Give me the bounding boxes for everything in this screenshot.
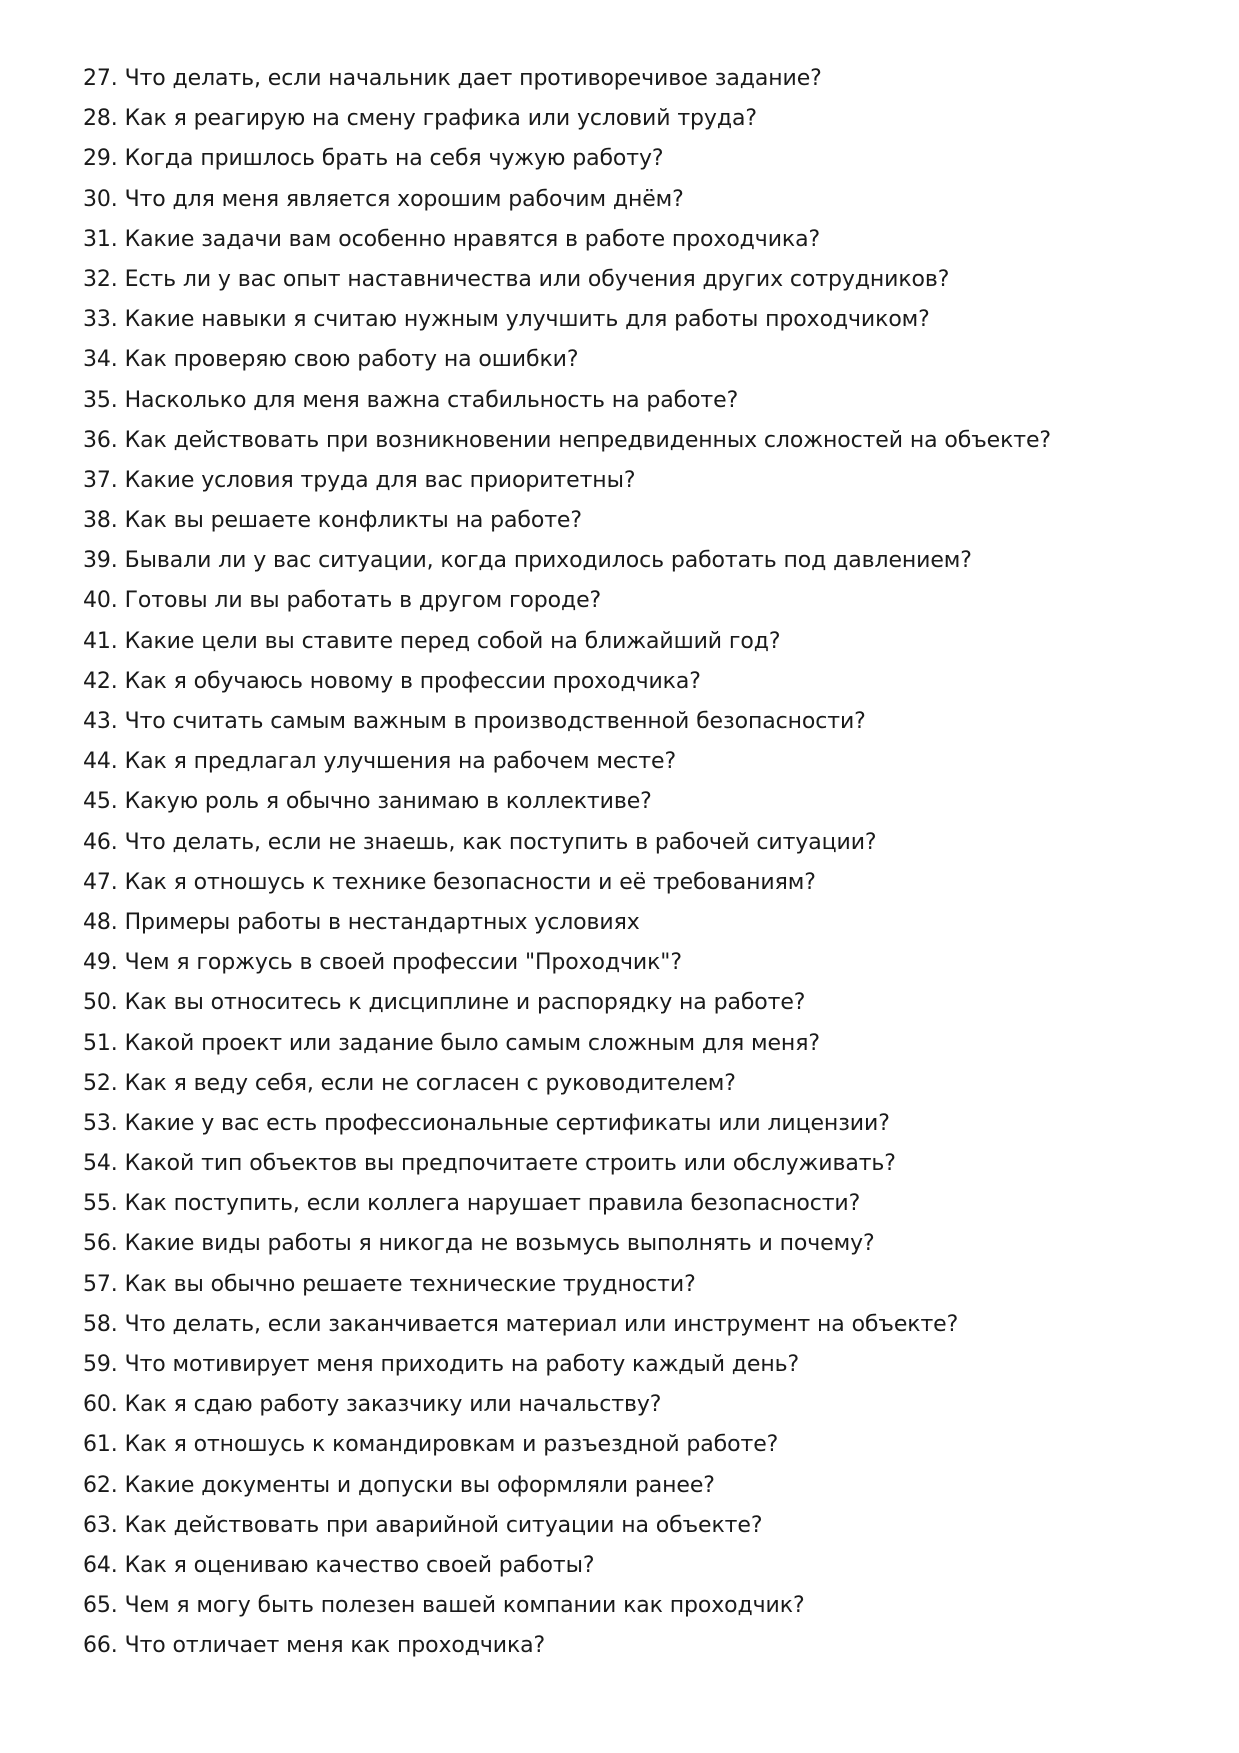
question-text: Как я обучаюсь новому в профессии проходчика? — [124, 668, 701, 694]
question-item — [83, 1024, 1183, 1064]
question-item — [83, 1506, 1183, 1546]
question-number: 65. — [83, 1593, 118, 1619]
question-item — [83, 1144, 1183, 1184]
question-number: 29. — [83, 146, 118, 172]
question-item — [83, 340, 1183, 380]
question-number: 30. — [83, 186, 118, 212]
question-text: Примеры работы в нестандартных условиях — [124, 909, 640, 935]
question-text: Что считать самым важным в производственной безопасности? — [124, 709, 866, 734]
question-text: Что делать, если начальник дает противоречивое задание? — [124, 66, 822, 91]
question-item — [83, 541, 1183, 581]
question-text: Что делать, если заканчивается материал или инструмент на объекте? — [124, 1311, 959, 1337]
question-item — [83, 1184, 1183, 1224]
question-text: Когда пришлось брать на себя чужую работу? — [124, 146, 664, 172]
question-text: Готовы ли вы работать в другом городе? — [124, 588, 602, 614]
question-item — [83, 622, 1183, 662]
question-number: 41. — [83, 628, 118, 654]
question-number: 49. — [83, 950, 118, 976]
question-number: 48. — [83, 909, 118, 935]
question-item — [83, 1064, 1183, 1104]
question-item — [83, 742, 1183, 782]
question-number: 64. — [83, 1552, 118, 1578]
question-text: Что мотивирует меня приходить на работу каждый день? — [124, 1352, 800, 1377]
question-number: 61. — [83, 1432, 118, 1458]
question-number: 37. — [83, 467, 118, 493]
question-number: 34. — [83, 347, 118, 373]
question-item — [83, 903, 1183, 943]
question-item — [83, 1385, 1183, 1425]
question-item — [83, 1546, 1183, 1586]
question-number: 36. — [83, 427, 118, 453]
question-item — [83, 702, 1183, 742]
question-number: 43. — [83, 709, 118, 734]
question-item — [83, 260, 1183, 300]
question-number: 57. — [83, 1271, 118, 1297]
question-number: 55. — [83, 1191, 118, 1217]
question-number: 39. — [83, 548, 118, 574]
question-item — [83, 1626, 1183, 1666]
question-number: 58. — [83, 1311, 118, 1337]
question-number: 52. — [83, 1070, 118, 1096]
question-number: 40. — [83, 588, 118, 614]
question-item — [83, 59, 1183, 99]
question-number: 63. — [83, 1512, 118, 1538]
question-text: Как я отношусь к командировкам и разъездной работе? — [124, 1432, 779, 1458]
question-number: 27. — [83, 66, 118, 91]
question-text: Чем я горжусь в своей профессии "Проходчик"? — [124, 950, 682, 976]
question-number: 53. — [83, 1110, 118, 1136]
question-item — [83, 983, 1183, 1023]
question-item — [83, 461, 1183, 501]
question-text: Какие у вас есть профессиональные сертификаты или лицензии? — [124, 1110, 890, 1136]
question-text: Как вы решаете конфликты на работе? — [124, 508, 582, 534]
question-text: Как проверяю свою работу на ошибки? — [124, 347, 579, 373]
question-text: Как я сдаю работу заказчику или начальству? — [124, 1392, 662, 1418]
question-item — [83, 139, 1183, 179]
question-text: Какую роль я обычно занимаю в коллективе? — [124, 789, 652, 815]
question-text: Какой проект или задание было самым сложным для меня? — [124, 1030, 820, 1056]
question-number: 42. — [83, 668, 118, 694]
question-item — [83, 501, 1183, 541]
question-text: Что делать, если не знаешь, как поступить в рабочей ситуации? — [124, 829, 877, 855]
question-item — [83, 99, 1183, 139]
question-text: Как вы относитесь к дисциплине и распорядку на работе? — [124, 990, 806, 1016]
question-text: Как я оцениваю качество своей работы? — [124, 1552, 595, 1578]
question-number: 59. — [83, 1352, 118, 1377]
question-number: 47. — [83, 869, 118, 895]
question-number: 50. — [83, 990, 118, 1016]
question-item — [83, 300, 1183, 340]
question-item — [83, 863, 1183, 903]
question-number: 45. — [83, 789, 118, 815]
question-text: Что отличает меня как проходчика? — [124, 1633, 546, 1659]
question-text: Какие документы и допуски вы оформляли ранее? — [124, 1472, 715, 1498]
question-number: 35. — [83, 387, 118, 413]
question-item — [83, 1345, 1183, 1385]
question-number: 60. — [83, 1392, 118, 1418]
question-item — [83, 823, 1183, 863]
question-text: Какие условия труда для вас приоритетны? — [124, 467, 636, 493]
question-list — [83, 59, 1183, 1667]
question-number: 28. — [83, 106, 118, 132]
question-number: 33. — [83, 307, 118, 333]
question-number: 44. — [83, 749, 118, 775]
question-text: Как поступить, если коллега нарушает правила безопасности? — [124, 1191, 861, 1217]
question-number: 51. — [83, 1030, 118, 1056]
question-text: Как вы обычно решаете технические трудности? — [124, 1271, 696, 1297]
question-number: 38. — [83, 508, 118, 534]
question-text: Какие виды работы я никогда не возьмусь выполнять и почему? — [124, 1231, 875, 1257]
question-number: 46. — [83, 829, 118, 855]
question-text: Как действовать при возникновении непредвиденных сложностей на объекте? — [124, 427, 1052, 453]
question-number: 54. — [83, 1151, 118, 1177]
question-item — [83, 1586, 1183, 1626]
question-item — [83, 421, 1183, 461]
question-number: 31. — [83, 226, 118, 252]
question-text: Какие задачи вам особенно нравятся в работе проходчика? — [124, 226, 821, 252]
question-item — [83, 1265, 1183, 1305]
question-item — [83, 581, 1183, 621]
question-text: Есть ли у вас опыт наставничества или обучения других сотрудников? — [124, 266, 950, 292]
question-text: Какие цели вы ставите перед собой на ближайший год? — [124, 628, 781, 654]
question-text: Какие навыки я считаю нужным улучшить для работы проходчиком? — [124, 307, 930, 333]
question-item — [83, 662, 1183, 702]
question-text: Бывали ли у вас ситуации, когда приходилось работать под давлением? — [124, 548, 972, 574]
question-item — [83, 1104, 1183, 1144]
question-item — [83, 381, 1183, 421]
question-item — [83, 220, 1183, 260]
question-text: Как действовать при аварийной ситуации на объекте? — [124, 1512, 763, 1538]
question-item — [83, 1425, 1183, 1465]
question-item — [83, 1305, 1183, 1345]
question-item — [83, 943, 1183, 983]
question-number: 62. — [83, 1472, 118, 1498]
question-text: Чем я могу быть полезен вашей компании как проходчик? — [124, 1593, 805, 1619]
question-text: Как я отношусь к технике безопасности и её требованиям? — [124, 869, 816, 895]
question-number: 56. — [83, 1231, 118, 1257]
question-text: Как я реагирую на смену графика или условий труда? — [124, 106, 757, 132]
question-number: 66. — [83, 1633, 118, 1659]
question-text: Как я предлагал улучшения на рабочем месте? — [124, 749, 677, 775]
question-text: Что для меня является хорошим рабочим днём? — [124, 186, 684, 212]
question-text: Насколько для меня важна стабильность на работе? — [124, 387, 739, 413]
question-item — [83, 782, 1183, 822]
question-text: Какой тип объектов вы предпочитаете строить или обслуживать? — [124, 1151, 896, 1177]
question-item — [83, 1466, 1183, 1506]
question-item — [83, 1224, 1183, 1264]
question-number: 32. — [83, 266, 118, 292]
question-text: Как я веду себя, если не согласен с руководителем? — [124, 1070, 736, 1096]
question-item — [83, 180, 1183, 220]
